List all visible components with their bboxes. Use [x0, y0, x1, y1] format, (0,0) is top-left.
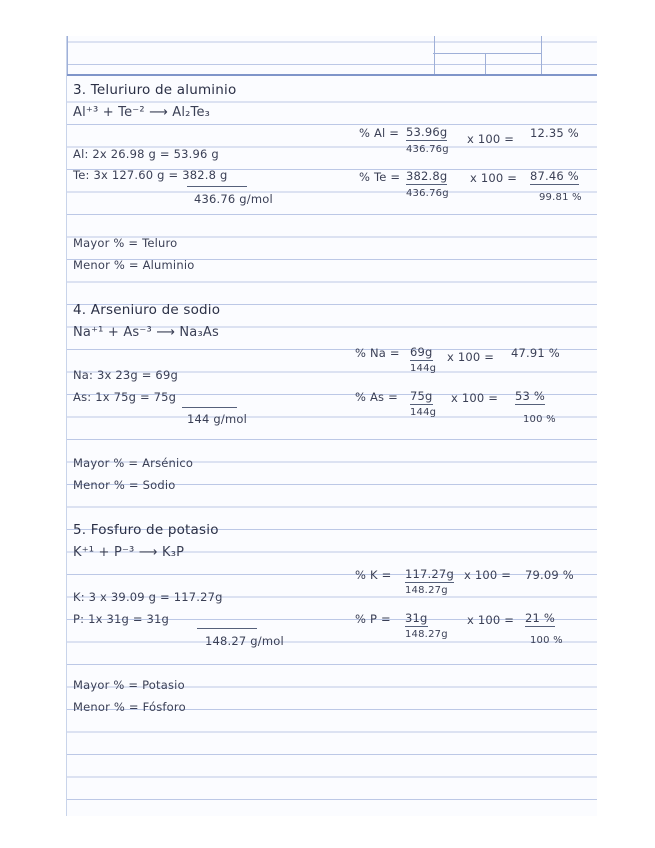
- percent-result: 53 %: [515, 389, 546, 403]
- percent-result: 87.46 %: [530, 169, 579, 183]
- mayor-line: Mayor % = Teluro: [73, 236, 178, 250]
- percent-denominator: 144g: [410, 363, 437, 374]
- menor-line: Menor % = Sodio: [73, 478, 176, 492]
- mayor-line: Mayor % = Potasio: [73, 678, 185, 692]
- mass-line: Na: 3x 23g = 69g: [73, 368, 178, 382]
- mass-line: P: 1x 31g = 31g: [73, 612, 170, 626]
- percent-total: 100 %: [523, 414, 556, 425]
- percent-multiplier: x 100 =: [447, 350, 495, 364]
- notebook-page: [66, 36, 597, 816]
- percent-numerator: 382.8g: [406, 169, 448, 183]
- mayor-line: Mayor % = Arsénico: [73, 456, 194, 470]
- reaction-equation: Na⁺¹ + As⁻³ ⟶ Na₃As: [73, 325, 219, 340]
- percent-denominator: 148.27g: [405, 629, 448, 640]
- header-box-right: [433, 36, 542, 74]
- section-title: 5. Fosfuro de potasio: [73, 522, 219, 538]
- percent-result: 79.09 %: [525, 568, 574, 582]
- percent-total: 100 %: [530, 635, 563, 646]
- percent-label: % P =: [355, 612, 391, 626]
- mass-line: Te: 3x 127.60 g = 382.8 g: [73, 168, 228, 182]
- percent-multiplier: x 100 =: [451, 391, 499, 405]
- mass-line: As: 1x 75g = 75g: [73, 390, 177, 404]
- percent-numerator: 53.96g: [406, 125, 448, 139]
- reaction-equation: K⁺¹ + P⁻³ ⟶ K₃P: [73, 545, 185, 560]
- percent-label: % Te =: [359, 170, 401, 184]
- percent-numerator: 75g: [410, 389, 433, 403]
- percent-multiplier: x 100 =: [467, 132, 515, 146]
- header-rule: [67, 74, 597, 76]
- percent-label: % K =: [355, 568, 392, 582]
- percent-result: 21 %: [525, 611, 556, 625]
- menor-line: Menor % = Aluminio: [73, 258, 195, 272]
- percent-total: 99.81 %: [539, 192, 582, 203]
- percent-numerator: 117.27g: [405, 567, 454, 581]
- section-title: 4. Arseniuro de sodio: [73, 302, 221, 318]
- mass-line: K: 3 x 39.09 g = 117.27g: [73, 590, 223, 604]
- molar-mass: 436.76 g/mol: [194, 192, 273, 206]
- menor-line: Menor % = Fósforo: [73, 700, 186, 714]
- percent-multiplier: x 100 =: [467, 613, 515, 627]
- molar-mass: 148.27 g/mol: [205, 634, 284, 648]
- percent-label: % As =: [355, 390, 398, 404]
- mass-line: Al: 2x 26.98 g = 53.96 g: [73, 147, 219, 161]
- percent-numerator: 31g: [405, 611, 428, 625]
- percent-denominator: 144g: [410, 407, 437, 418]
- percent-denominator: 436.76g: [406, 144, 449, 155]
- percent-result: 47.91 %: [511, 346, 560, 360]
- percent-multiplier: x 100 =: [470, 171, 518, 185]
- percent-result: 12.35 %: [530, 126, 579, 140]
- section-title: 3. Teluriuro de aluminio: [73, 82, 237, 98]
- molar-mass: 144 g/mol: [187, 412, 248, 426]
- percent-denominator: 148.27g: [405, 585, 448, 596]
- header-box-left: [67, 36, 435, 74]
- percent-denominator: 436.76g: [406, 188, 449, 199]
- reaction-equation: Al⁺³ + Te⁻² ⟶ Al₂Te₃: [73, 105, 211, 120]
- percent-label: % Al =: [359, 126, 400, 140]
- percent-multiplier: x 100 =: [464, 568, 512, 582]
- percent-label: % Na =: [355, 346, 400, 360]
- percent-numerator: 69g: [410, 345, 433, 359]
